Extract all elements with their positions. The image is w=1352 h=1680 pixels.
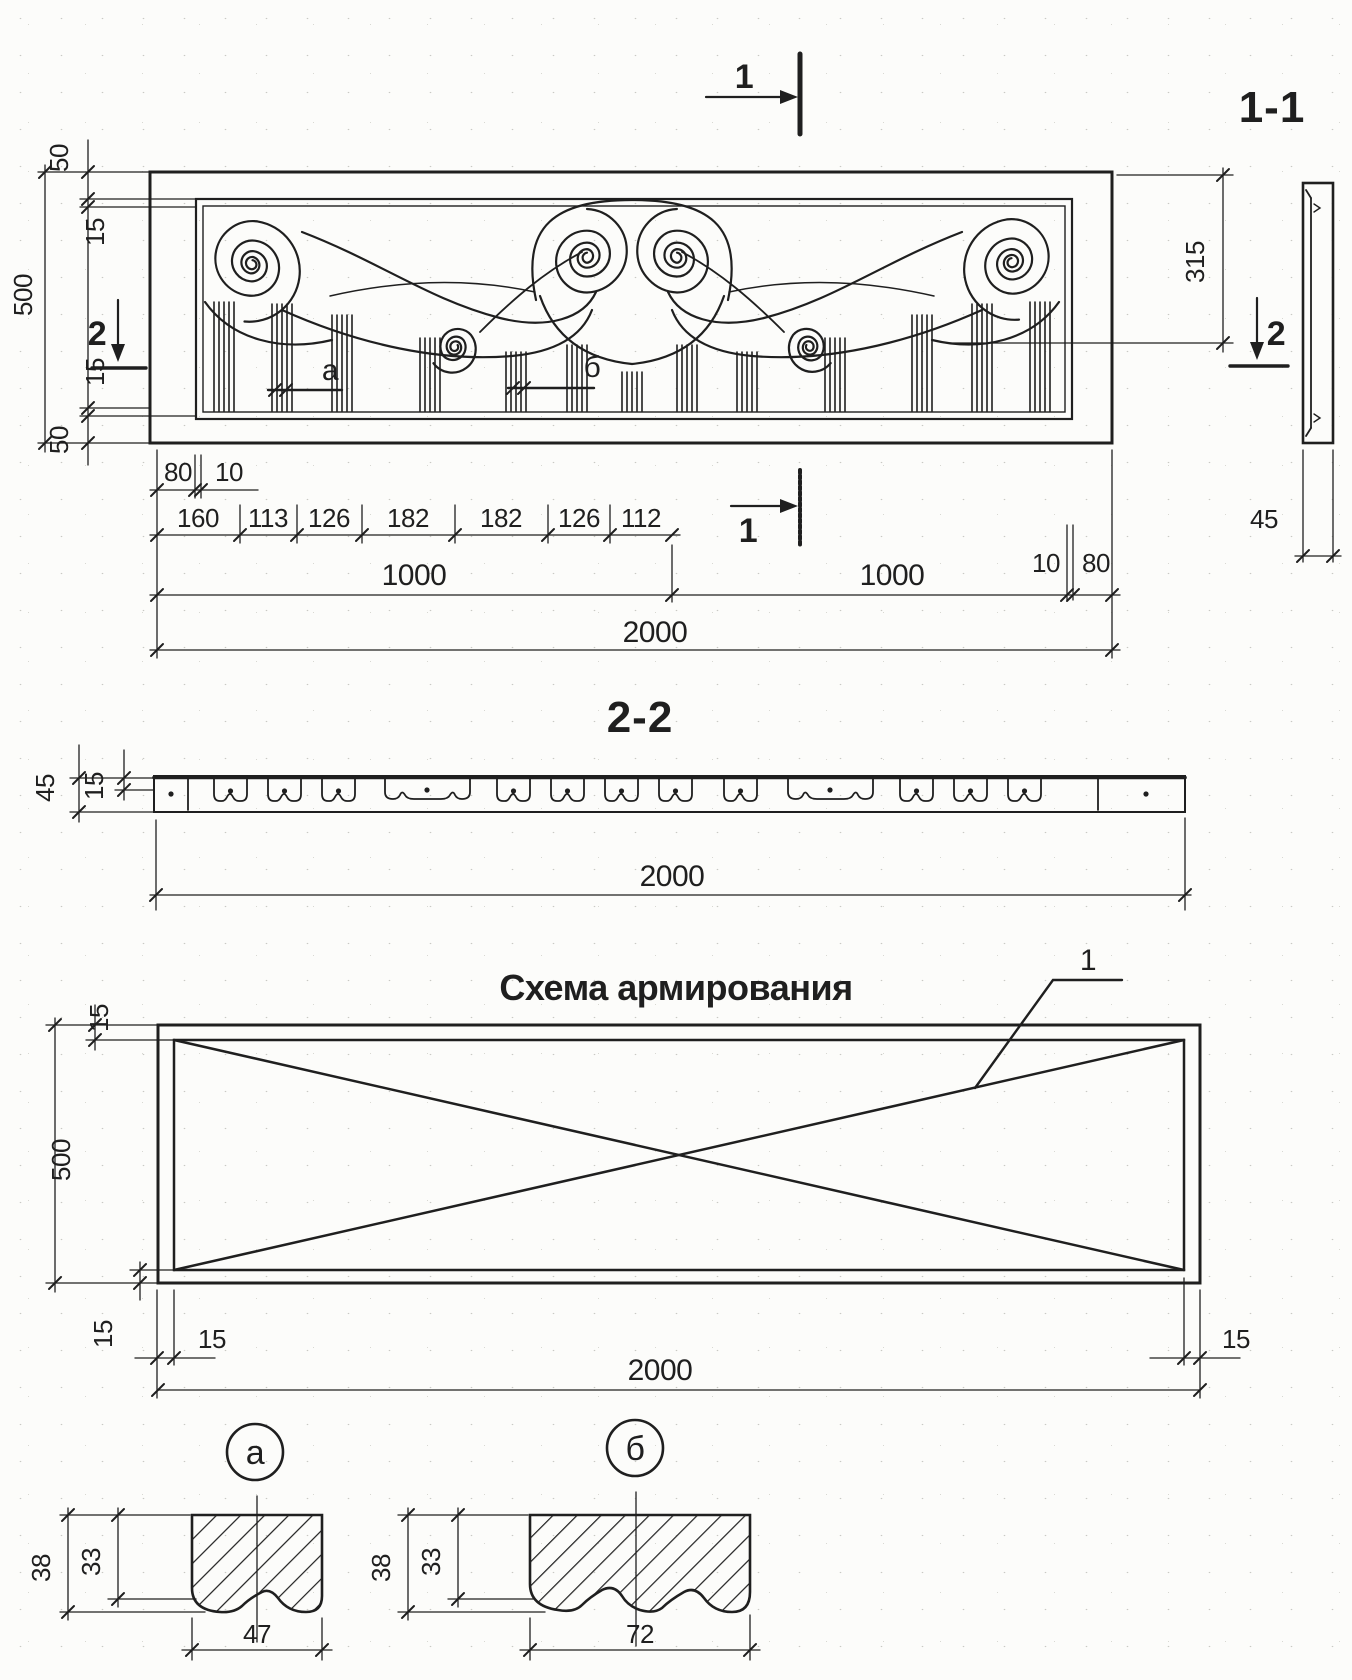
leader-label-a: а (321, 354, 339, 387)
anchor-dot (228, 788, 233, 793)
dim-top-margin: 50 (44, 144, 74, 172)
anchor-dot (565, 788, 570, 793)
dim-cover-right: 15 (1222, 1324, 1250, 1354)
dim-cover-bottom: 15 (88, 1320, 118, 1348)
reinforcement-scheme (158, 980, 1200, 1283)
dim-frame-80-right: 80 (1082, 548, 1110, 578)
dim-segment: 113 (248, 503, 288, 533)
dim-b-relief: 33 (416, 1548, 446, 1576)
dim-segment: 160 (177, 503, 219, 533)
anchor-dot (424, 787, 429, 792)
dim-strip-thickness: 45 (30, 774, 60, 802)
dim-segment: 112 (621, 503, 661, 533)
leader-label-b: б (583, 351, 601, 384)
anchor-dot (168, 791, 173, 796)
dim-segment: 182 (480, 503, 522, 533)
dim-b-width: 72 (626, 1619, 654, 1649)
detail-b-profile (530, 1515, 750, 1612)
ornament-scrollwork (205, 200, 1059, 364)
section-1-1-relief-join (1306, 190, 1311, 198)
anchor-dot (827, 787, 832, 792)
dim-frame-80-left: 80 (164, 457, 192, 487)
dim-frame-10-right: 10 (1032, 548, 1060, 578)
section-1-1-title: 1-1 (1238, 83, 1306, 132)
anchor-dot (673, 788, 678, 793)
dim-panel-height: 500 (8, 274, 38, 316)
dim-bottom-inset: 15 (80, 358, 110, 386)
dim-half-length: 1000 (381, 559, 447, 592)
arrow-head-icon (111, 344, 125, 362)
anchor-dot (738, 788, 743, 793)
dim-ornament-height: 315 (1180, 241, 1210, 283)
section-2-2-title: 2-2 (606, 693, 674, 742)
dim-segment: 182 (387, 503, 429, 533)
ornament-spirals (215, 209, 1048, 373)
dim-b-height: 38 (366, 1554, 396, 1582)
section-1-1-break-mark (1314, 414, 1320, 422)
anchor-dot (336, 788, 341, 793)
dim-half-length: 1000 (859, 559, 925, 592)
cut-mark-1-top-label: 1 (734, 58, 754, 96)
dim-strip-length: 2000 (639, 860, 705, 893)
anchor-dot (914, 788, 919, 793)
arrow-head-icon (1250, 342, 1264, 360)
section-2-2-view (154, 776, 1185, 812)
section-2-2-cutouts (168, 779, 1148, 810)
anchor-dot (282, 788, 287, 793)
scroll-spiral (556, 209, 627, 293)
main-elevation-view (150, 172, 1112, 443)
dim-top-inset: 15 (80, 218, 110, 246)
dim-section-thickness: 45 (1250, 504, 1278, 534)
anchor-dot (1143, 791, 1148, 796)
dim-frame-10-left: 10 (215, 457, 243, 487)
anchor-dot (1022, 788, 1027, 793)
ornament-balusters (214, 302, 1050, 411)
detail-a-label: а (245, 1434, 265, 1472)
anchor-dot (511, 788, 516, 793)
arrow-head-icon (780, 499, 798, 513)
panel-outer-frame (150, 172, 1112, 443)
dim-a-height: 38 (26, 1554, 56, 1582)
dim-a-width: 47 (243, 1619, 271, 1649)
anchor-dot (619, 788, 624, 793)
reinforcement-leader-label: 1 (1079, 944, 1097, 977)
cut-mark-2-right-label: 2 (1266, 315, 1286, 353)
dim-reinf-length: 2000 (627, 1354, 693, 1387)
cut-mark-1-bottom-label: 1 (738, 512, 758, 550)
dim-overall-length: 2000 (622, 616, 688, 649)
section-1-1-relief-join (1306, 428, 1311, 436)
detail-b-label: б (625, 1430, 645, 1468)
dim-bottom-margin: 50 (44, 426, 74, 454)
dim-segment: 126 (558, 503, 600, 533)
reinforcement-title: Схема армирования (499, 967, 853, 1008)
dim-a-relief: 33 (76, 1548, 106, 1576)
dim-reinf-height: 500 (46, 1139, 76, 1181)
scroll-spiral (637, 209, 708, 293)
section-1-1-outline (1303, 183, 1333, 443)
section-1-1-view (1303, 183, 1333, 443)
section-2-2-outline (154, 776, 1185, 812)
cut-mark-2-left-label: 2 (87, 315, 107, 353)
anchor-dot (968, 788, 973, 793)
dim-segment: 126 (308, 503, 350, 533)
arrow-head-icon (780, 90, 798, 104)
dim-strip-relief: 15 (79, 772, 109, 800)
dim-cover-left: 15 (198, 1324, 226, 1354)
section-1-1-break-mark (1314, 204, 1320, 212)
dim-cover-top: 15 (84, 1004, 114, 1032)
section-cut-marks (92, 54, 1288, 545)
